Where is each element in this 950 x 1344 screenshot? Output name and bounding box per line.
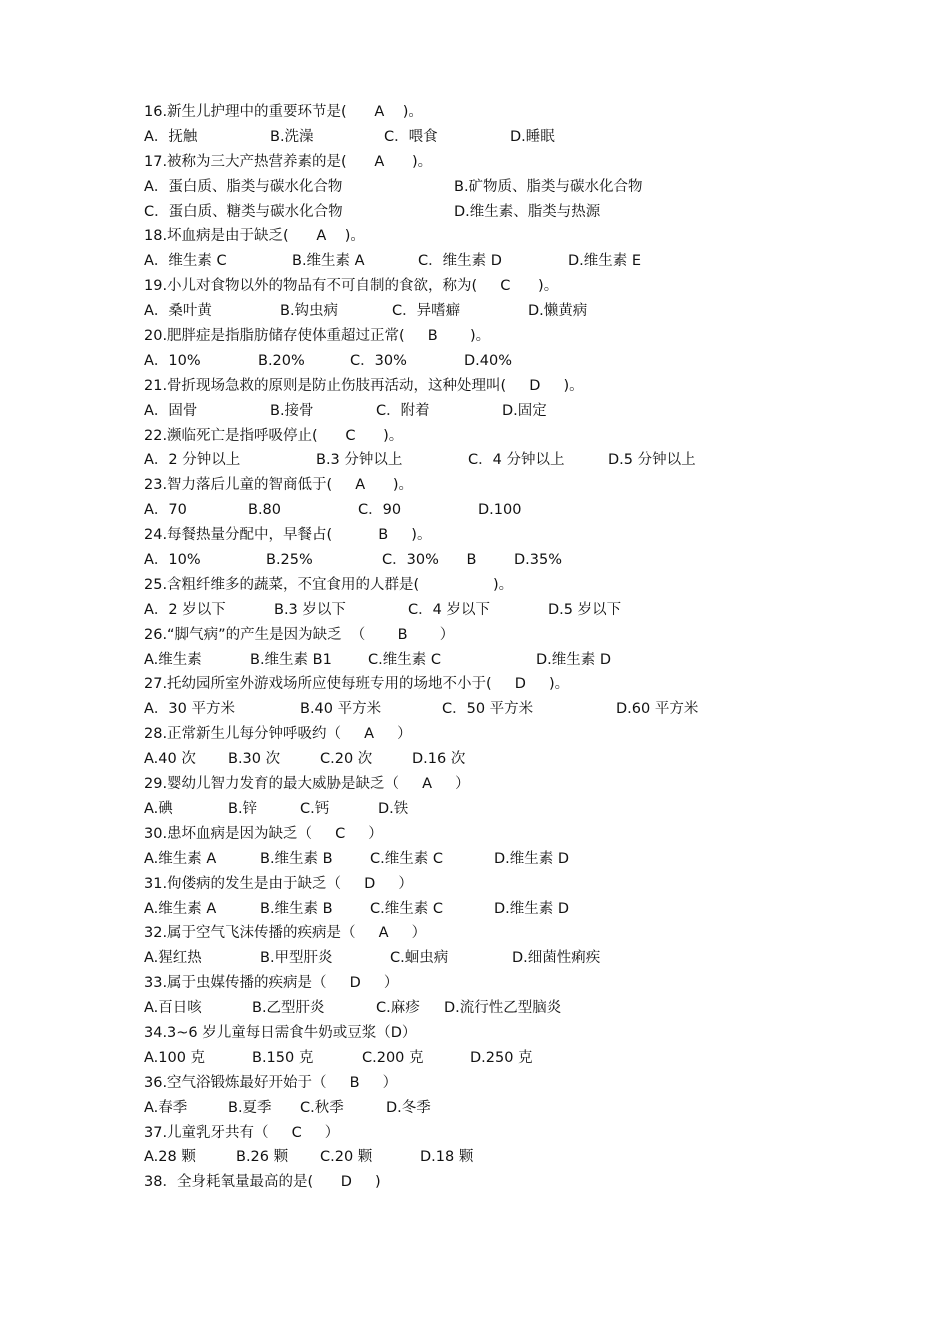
option-c: C.蛔虫病: [390, 950, 449, 967]
options-row: [144, 299, 844, 324]
question-list: [144, 100, 844, 1195]
option-b: B.维生素 B: [260, 900, 333, 917]
option-b: B.乙型肝炎: [252, 1000, 325, 1017]
option-d: D.维生素 E: [568, 253, 642, 270]
options-row: [144, 548, 844, 573]
question-stem: 20.肥胖症是指脂肪储存使体重超过正常( B )。: [144, 328, 491, 345]
option-d: D.5 岁以下: [548, 601, 622, 618]
question-stem: 36.空气浴锻炼最好开始于（ B ）: [144, 1074, 398, 1091]
options-row: [144, 1046, 844, 1071]
option-b: B.钩虫病: [280, 303, 339, 320]
options-row: [144, 996, 844, 1021]
question-stem: 31.佝偻病的发生是由于缺乏（ D ）: [144, 875, 413, 892]
question-stem: 38．全身耗氧量最高的是( D ): [144, 1174, 381, 1191]
option-a: A.100 克: [144, 1049, 206, 1066]
option-a: A.维生素: [144, 651, 202, 668]
options-row: [144, 399, 844, 424]
option-d: D.5 分钟以上: [608, 452, 696, 469]
option-c: C.秋季: [300, 1099, 344, 1116]
question-stem: 34.3~6 岁儿童每日需食牛奶或豆浆（D）: [144, 1024, 417, 1041]
options-row: [144, 897, 844, 922]
option-a: A．桑叶黄: [144, 303, 212, 320]
option-b: B.维生素 B: [260, 850, 333, 867]
option-c: C.维生素 C: [370, 850, 443, 867]
option-d: D.维生素 D: [494, 850, 570, 867]
option-c: C．50 平方米: [442, 701, 534, 718]
option-a: A.28 颗: [144, 1149, 196, 1166]
options-row: [144, 175, 844, 200]
option-a: A．30 平方米: [144, 701, 235, 718]
question-stem: 19.小儿对食物以外的物品有不可自制的食欲，称为( C )。: [144, 278, 559, 295]
option-a: A.春季: [144, 1099, 188, 1116]
option-b: B.甲型肝炎: [260, 950, 333, 967]
question-stem: 21.骨折现场急救的原则是防止伤肢再活动，这种处理叫( D )。: [144, 377, 584, 394]
question-stem: 17.被称为三大产热营养素的是( A )。: [144, 153, 433, 170]
option-c: C．异嗜癖: [392, 303, 461, 320]
option-c: C．4 岁以下: [408, 601, 490, 618]
options-row: [144, 125, 844, 150]
option-a: A.维生素 A: [144, 850, 217, 867]
option-d: D.35%: [514, 552, 563, 569]
option-b: B.20%: [258, 352, 305, 369]
question-stem: 37.儿童乳牙共有（ C ）: [144, 1124, 340, 1141]
question-stem: 26.“脚气病”的产生是因为缺乏 （ B ）: [144, 626, 455, 643]
option-b: B.接骨: [270, 402, 314, 419]
option-c: C．30% B: [382, 552, 477, 569]
option-c: C．附着: [376, 402, 430, 419]
option-c: C.麻疹: [376, 1000, 420, 1017]
option-d: D.250 克: [470, 1049, 533, 1066]
options-row: [144, 697, 844, 722]
option-b: B.150 克: [252, 1049, 314, 1066]
option-d: D.维生素 D: [536, 651, 612, 668]
question-stem: 33.属于虫媒传播的疾病是（ D ）: [144, 975, 399, 992]
option-d: D.18 颗: [420, 1149, 474, 1166]
option-b: B.锌: [228, 800, 258, 817]
options-row: [144, 747, 844, 772]
option-b: B.3 岁以下: [274, 601, 346, 618]
option-d: D.维生素、脂类与热源: [454, 203, 601, 220]
option-c: C．90: [358, 502, 402, 519]
question-stem: 16.新生儿护理中的重要环节是( A )。: [144, 104, 423, 120]
options-row: [144, 448, 844, 473]
option-d: D.铁: [378, 800, 409, 817]
option-c: C．维生素 D: [418, 253, 502, 270]
option-b: B.3 分钟以上: [316, 452, 403, 469]
option-d: D.冬季: [386, 1099, 431, 1116]
question-stem: 28.正常新生儿每分钟呼吸约（ A ）: [144, 726, 412, 743]
question-stem: 29.婴幼儿智力发育的最大威胁是缺乏（ A ）: [144, 776, 470, 793]
option-a: A.碘: [144, 800, 173, 817]
question-stem: 25.含粗纤维多的蔬菜，不宜食用的人群是( )。: [144, 576, 514, 593]
option-a: A．2 岁以下: [144, 601, 226, 618]
option-b: B.夏季: [228, 1099, 272, 1116]
option-a: A.猩红热: [144, 950, 202, 967]
option-d: D.流行性乙型脑炎: [444, 1000, 562, 1017]
option-a: A．2 分钟以上: [144, 452, 241, 469]
option-b: B.洗澡: [270, 128, 314, 145]
options-row: [144, 349, 844, 374]
option-d: D.100: [478, 502, 522, 519]
option-c: C.200 克: [362, 1049, 424, 1066]
option-a: A.百日咳: [144, 1000, 202, 1017]
option-b: B.矿物质、脂类与碳水化合物: [454, 178, 643, 195]
options-row: [144, 249, 844, 274]
options-row: [144, 200, 844, 225]
options-row: [144, 498, 844, 523]
option-a: A.40 次: [144, 751, 196, 768]
option-d: D.固定: [502, 402, 547, 419]
option-a: A．10%: [144, 552, 201, 569]
option-c: C．蛋白质、糖类与碳水化合物: [144, 203, 343, 220]
question-stem: 23.智力落后儿童的智商低于( A )。: [144, 477, 413, 494]
option-c: C.维生素 C: [368, 651, 441, 668]
question-stem: 32.属于空气飞沫传播的疾病是（ A ）: [144, 925, 427, 942]
option-b: B.维生素 B1: [250, 651, 332, 668]
question-stem: 27.托幼园所室外游戏场所应使每班专用的场地不小于( D )。: [144, 676, 570, 693]
option-c: C.20 次: [320, 751, 373, 768]
option-d: D.细菌性痢疾: [512, 950, 601, 967]
question-stem: 24.每餐热量分配中，早餐占( B )。: [144, 527, 432, 544]
options-row: [144, 648, 844, 673]
option-d: D.睡眠: [510, 128, 555, 145]
option-b: B.80: [248, 502, 282, 519]
option-d: D.16 次: [412, 751, 466, 768]
question-stem: 30.患坏血病是因为缺乏（ C ）: [144, 825, 383, 842]
options-row: [144, 847, 844, 872]
option-b: B.维生素 A: [292, 253, 365, 270]
option-d: D.懒黄病: [528, 303, 588, 320]
option-b: B.30 次: [228, 751, 281, 768]
option-a: A．蛋白质、脂类与碳水化合物: [144, 178, 343, 195]
option-a: A．10%: [144, 352, 201, 369]
option-a: A．抚触: [144, 128, 198, 145]
options-row: [144, 946, 844, 971]
option-c: C.20 颗: [320, 1149, 373, 1166]
option-a: A.维生素 A: [144, 900, 217, 917]
option-a: A．70: [144, 502, 187, 519]
option-d: D.维生素 D: [494, 900, 570, 917]
option-c: C．30%: [350, 352, 407, 369]
option-b: B.40 平方米: [300, 701, 382, 718]
options-row: [144, 1096, 844, 1121]
options-row: [144, 598, 844, 623]
option-c: C．4 分钟以上: [468, 452, 565, 469]
option-d: D.40%: [464, 352, 513, 369]
options-row: [144, 797, 844, 822]
question-stem: 18.坏血病是由于缺乏( A )。: [144, 228, 365, 245]
option-c: C.维生素 C: [370, 900, 443, 917]
option-b: B.25%: [266, 552, 313, 569]
option-c: C.钙: [300, 800, 330, 817]
option-d: D.60 平方米: [616, 701, 699, 718]
option-a: A．维生素 C: [144, 253, 227, 270]
option-c: C．喂食: [384, 128, 438, 145]
option-a: A．固骨: [144, 402, 198, 419]
question-stem: 22.濒临死亡是指呼吸停止( C )。: [144, 427, 404, 444]
option-b: B.26 颗: [236, 1149, 289, 1166]
options-row: [144, 1145, 844, 1170]
